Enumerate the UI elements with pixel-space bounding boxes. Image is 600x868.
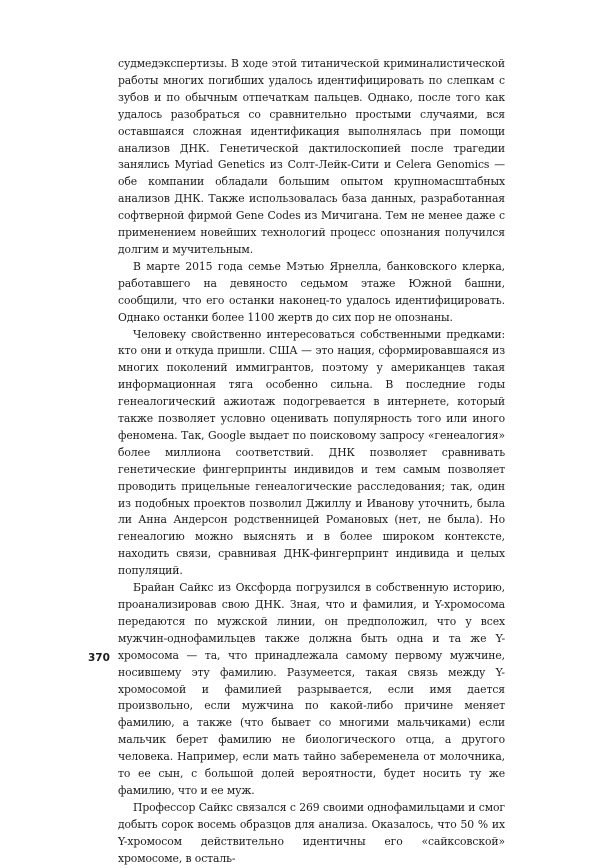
page-number: 370 <box>88 652 110 664</box>
paragraph-1: судмедэкспертизы. В ходе этой титанической криминалистической работы многих погибших удалось идентифицировать по слепкам с зубов и по обычным отпечаткам пальцев. Однако, после того как удалось разобраться со сравнительно простыми случаями, вся оставшаяся сложная идентификация выполнялась при помощи анализов ДНК. Генетической дактилоскопией после трагедии занялись Myriad Genetics из Солт-Лейк-Сити и Celera Genomics — обе компании обладали большим опытом крупномасштабных анализов ДНК. Также использовалась база данных, разработанная софтверной фирмой Gene Codes из Мичигана. Тем не менее даже с применением новейших технологий процесс опознания получился долгим и мучительным. <box>118 57 505 256</box>
paragraph-5: Профессор Сайкс связался с 269 своими однофамильцами и смог добыть сорок восемь образцов для анализа. Оказалось, что 50 % их Y-хромосом действительно идентичны его «сайксовской» хромосоме, в осталь- <box>118 800 505 865</box>
paragraph-3: Человеку свойственно интересоваться собственными предками: кто они и откуда пришли. США — это нация, сформировавшаяся из многих поколений иммигрантов, поэтому у американцев такая информационная тяга особенно сильна. В последние годы генеалогический ажиотаж подогревается в интернете, который также позволяет условно оценивать популярность того или иного феномена. Так, Google выдает по поисковому запросу «генеалогия» более миллиона соответствий. ДНК позволяет сравнивать генетические фингерпринты индивидов и тем самым позволяет проводить прицельные генеалогические расследования; так, один из подобных проектов позволил Джиллу и Иванову уточнить, была ли Анна Андерсон родственницей Романовых (нет, не была). Но генеалогию можно выяснять и в более широком контексте, находить связи, сравнивая ДНК-фингерпринт индивида и целых популяций. <box>118 327 505 578</box>
paragraph-2: В марте 2015 года семье Мэтью Ярнелла, банковского клерка, работавшего на девяносто седьмом этаже Южной башни, сообщили, что его останки наконец-то удалось идентифицировать. Однако останки более 1100 жертв до сих пор не опознаны. <box>118 259 505 324</box>
paragraph-4: Брайан Сайкс из Оксфорда погрузился в собственную историю, проанализировав свою ДНК. Зная, что и фамилия, и Y-хромосома передаются по мужской линии, он предположил, что у всех мужчин-однофамильцев также должна быть одна и та же Y-хромосома — та, что принадлежала самому первому мужчине, носившему эту фамилию. Разумеется, такая связь между Y-хромосомой и фамилией разрывается, если имя дается произвольно, если мужчина по какой-либо причине меняет фамилию, а также (что бывает со многими мальчиками) если мальчик берет фамилию не биологического отца, а другого человека. Например, если мать тайно забеременела от молочника, то ее сын, с большой долей вероятности, будет носить ту же фамилию, что и ее муж. <box>118 581 505 797</box>
body-text <box>118 56 505 868</box>
